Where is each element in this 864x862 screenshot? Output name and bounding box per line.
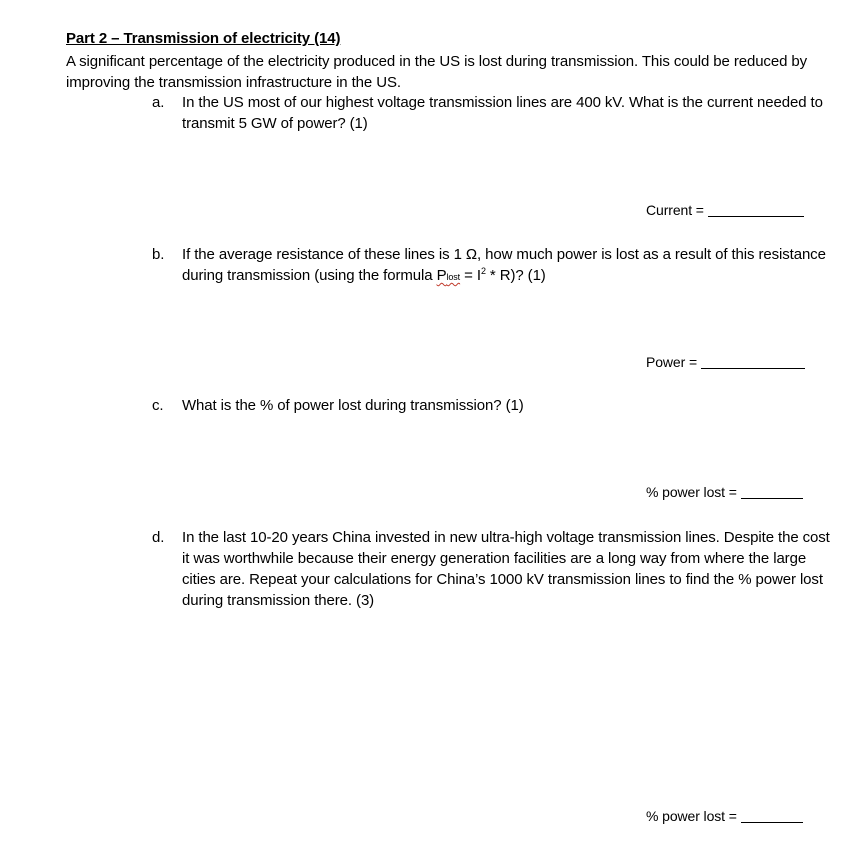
- formula-subscript: lost: [446, 272, 461, 282]
- answer-blank[interactable]: [701, 367, 805, 369]
- answer-label: Power =: [646, 354, 698, 370]
- question-letter: a.: [152, 94, 165, 111]
- answer-line-power[interactable]: [646, 354, 805, 370]
- question-letter: c.: [152, 397, 164, 414]
- answer-label: % power lost =: [646, 484, 737, 500]
- section-title: Part 2 – Transmission of electricity (14): [66, 30, 341, 47]
- question-letter: b.: [152, 246, 165, 263]
- question-a: [152, 92, 832, 134]
- formula-equals: = I: [460, 267, 481, 284]
- answer-line-percent-lost-us[interactable]: [646, 484, 803, 500]
- question-text: [182, 244, 832, 288]
- question-b: [152, 244, 832, 288]
- formula-power-lost: [437, 267, 461, 284]
- question-d: [152, 527, 832, 611]
- question-text: In the US most of our highest voltage transmission lines are 400 kV. What is the current needed to transmit 5 GW of power? (1): [182, 94, 823, 132]
- answer-line-percent-lost-china[interactable]: [646, 808, 803, 824]
- answer-blank[interactable]: [741, 497, 803, 499]
- question-text: In the last 10-20 years China invested in new ultra-high voltage transmission lines. Despite the cost it was worthwhile because their energy generation facilities are a long way from where the large cities are. Repeat your calculations for China’s 1000 kV transmission lines to find the % power lost during transmission there. (3): [182, 529, 830, 609]
- question-text-part: If the average resistance of these lines is 1 Ω, how much power is lost as a result of this resistance during transmission (using the formula: [182, 246, 826, 284]
- answer-label: Current =: [646, 202, 704, 218]
- answer-label: % power lost =: [646, 808, 737, 824]
- question-text-part: * R)? (1): [485, 267, 546, 284]
- formula-superscript: 2: [480, 266, 486, 276]
- answer-blank[interactable]: [708, 215, 804, 217]
- intro-paragraph: A significant percentage of the electricity produced in the US is lost during transmission. This could be reduced by improving the transmission infrastructure in the US.: [66, 53, 808, 91]
- question-letter: d.: [152, 529, 165, 546]
- question-text: What is the % of power lost during transmission? (1): [182, 397, 524, 414]
- formula-symbol: P: [436, 267, 447, 284]
- question-c: [152, 395, 832, 416]
- answer-blank[interactable]: [741, 821, 803, 823]
- answer-line-current[interactable]: [646, 202, 804, 218]
